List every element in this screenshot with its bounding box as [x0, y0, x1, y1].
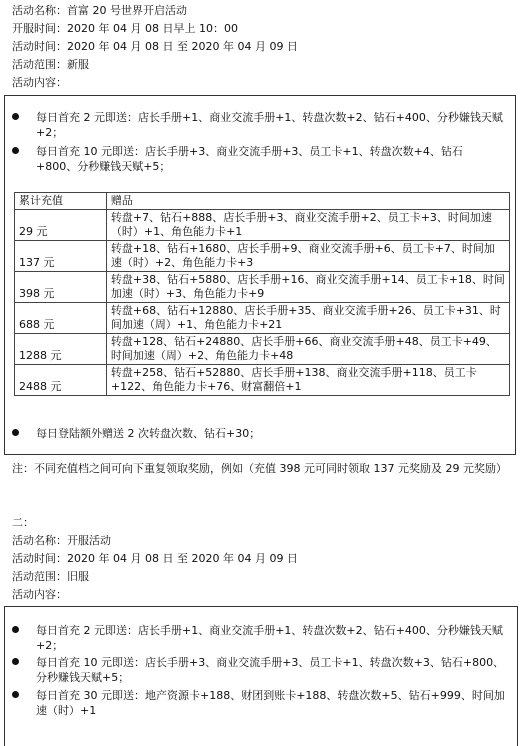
table-row: [15, 303, 510, 334]
amount-cell: 2488 元: [15, 365, 107, 396]
amount-cell: 137 元: [15, 241, 107, 272]
table-row: [15, 272, 510, 303]
event-content-label: 活动内容：: [12, 76, 67, 89]
bullet-text: 每日首充 10 元即送：店长手册+3、商业交流手册+3、员工卡+1、转盘次数+4、钻石+800、分秒赚钱天赋+5；: [36, 145, 463, 173]
amount-cell: 688 元: [15, 303, 107, 334]
bullet-text: 每日首充 2 元即送：店长手册+1、商业交流手册+1、转盘次数+2、钻石+400、分秒嫌钱天赋+2；: [36, 624, 503, 652]
event-name-line: 活动名称：开服活动: [12, 534, 111, 547]
table-row: [15, 365, 510, 396]
cumulative-recharge-table: [14, 192, 510, 396]
bullet-text: 每日首充 30 元即送：地产资源卡+188、财团到账卡+188、转盘次数+5、钻石+999、时间加速（时）+1: [36, 689, 505, 717]
event-name-line: 活动名称：首富 20 号世界开启活动: [12, 4, 187, 17]
event-scope-line: 活动范围：旧服: [12, 570, 89, 583]
bullet-text: 每日登陆额外赠送 2 次转盘次数、钻石+30；: [36, 427, 261, 440]
event-content-label: 活动内容：: [12, 588, 67, 601]
bullet-text: 每日首充 2 元即送：店长手册+1、商业交流手册+1、转盘次数+2、钻石+400、分秒嫌钱天赋+2；: [36, 111, 503, 139]
bullet-item: [12, 144, 504, 174]
header-amount: 累计充值: [15, 193, 107, 210]
gift-cell: 转盘+128、钻石+24880、店长手册+66、商业交流手册+48、员工卡+49、时间加速（周）+2、角色能力卡+48: [106, 334, 509, 365]
table-row: [15, 210, 510, 241]
gift-cell: 转盘+68、钻石+12880、店长手册+35、商业交流手册+26、员工卡+31、时间加速（周）+1、角色能力卡+21: [106, 303, 509, 334]
bullet-item: [12, 110, 504, 140]
bullet-item: [12, 623, 506, 653]
event-scope-line: 活动范围：新服: [12, 58, 89, 71]
bullet-item: [12, 426, 504, 441]
gift-cell: 转盘+18、钻石+1680、店长手册+9、商业交流手册+6、员工卡+7、时间加速（时）+2、角色能力卡+3: [106, 241, 509, 272]
header-gift: 赠品: [106, 193, 509, 210]
bullet-icon: [12, 626, 19, 633]
bullet-icon: [12, 658, 19, 665]
table-row: [15, 241, 510, 272]
gift-cell: 转盘+258、钻石+52880、店长手册+138、商业交流手册+118、员工卡+122、角色能力卡+76、财富翻倍+1: [106, 365, 509, 396]
gift-cell: 转盘+38、钻石+5880、店长手册+16、商业交流手册+14、员工卡+18、时间加速（时）+3、角色能力卡+9: [106, 272, 509, 303]
section-number: 二：: [12, 516, 34, 529]
amount-cell: 29 元: [15, 210, 107, 241]
gift-cell: 转盘+7、钻石+888、店长手册+3、商业交流手册+2、员工卡+3、时间加速（时）+1、角色能力卡+1: [106, 210, 509, 241]
table-header-row: [15, 193, 510, 210]
bullet-item: [12, 655, 506, 685]
amount-cell: 398 元: [15, 272, 107, 303]
bullet-icon: [12, 429, 19, 436]
bullet-icon: [12, 147, 19, 154]
bullet-icon: [12, 113, 19, 120]
table-row: [15, 334, 510, 365]
event-time-line: 活动时间：2020 年 04 月 08 日 至 2020 年 04 月 09 日: [12, 40, 298, 53]
bullet-text: 每日首充 10 元即送：店长手册+3、商业交流手册+3、员工卡+1、转盘次数+3、钻石+800、分秒赚钱天赋+5；: [36, 656, 505, 684]
note-text: 注：不同充值档之间可向下重复领取奖励，例如（充值 398 元可同时领取 137 元奖励及 29 元奖励）: [12, 462, 507, 475]
server-open-time-line: 开服时间：2020 年 04 月 08 日早上 10：00: [12, 22, 238, 35]
bullet-icon: [12, 691, 19, 698]
event-time-line: 活动时间：2020 年 04 月 08 日 至 2020 年 04 月 09 日: [12, 552, 298, 565]
amount-cell: 1288 元: [15, 334, 107, 365]
bullet-item: [12, 688, 506, 718]
